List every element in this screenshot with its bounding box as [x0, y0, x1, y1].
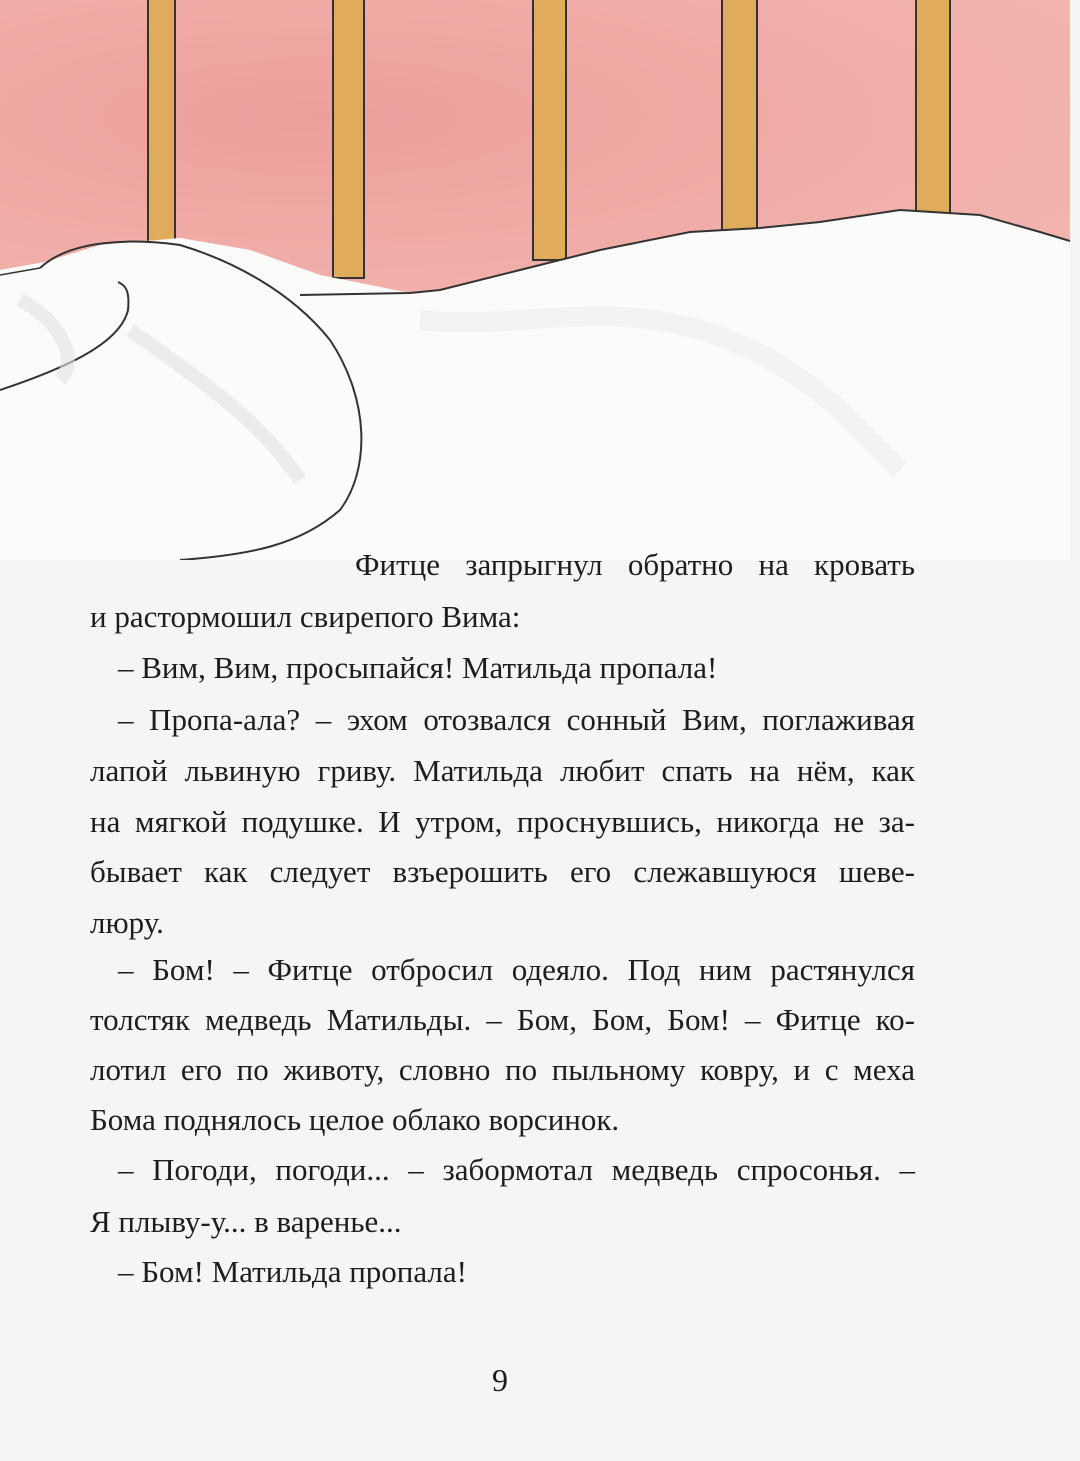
text-line: Фитце запрыгнул обратно на кровать [355, 547, 915, 582]
crib-blanket-illustration [0, 0, 1080, 560]
text-line: лотил его по животу, словно по пыльному ковру, и с меха [90, 1052, 915, 1087]
text-line: лапой львиную гриву. Матильда любит спать на нём, как [90, 753, 915, 788]
text-line: Бома поднялось целое облако ворсинок. [90, 1102, 620, 1137]
text-line: – Бом! Матильда пропала! [118, 1254, 467, 1289]
text-line: – Бом! – Фитце отбросил одеяло. Под ним растянулся [118, 952, 915, 987]
text-line: Я плыву-у... в варенье... [90, 1204, 402, 1239]
text-line: и растормошил свирепого Вима: [90, 599, 521, 634]
text-line: – Вим, Вим, просыпайся! Матильда пропала! [118, 650, 718, 685]
page-number: 9 [492, 1362, 508, 1398]
text-line: бывает как следует взъерошить его слежавшуюся шеве- [90, 854, 915, 889]
text-line: – Пропа-ала? – эхом отозвался сонный Вим, поглаживая [118, 702, 915, 737]
text-line: – Погоди, погоди... – забормотал медведь спросонья. – [118, 1152, 915, 1187]
text-line: толстяк медведь Матильды. – Бом, Бом, Бом! – Фитце ко- [90, 1002, 915, 1037]
text-line: люру. [90, 905, 164, 940]
text-line: на мягкой подушке. И утром, проснувшись, никогда не за- [90, 804, 915, 839]
